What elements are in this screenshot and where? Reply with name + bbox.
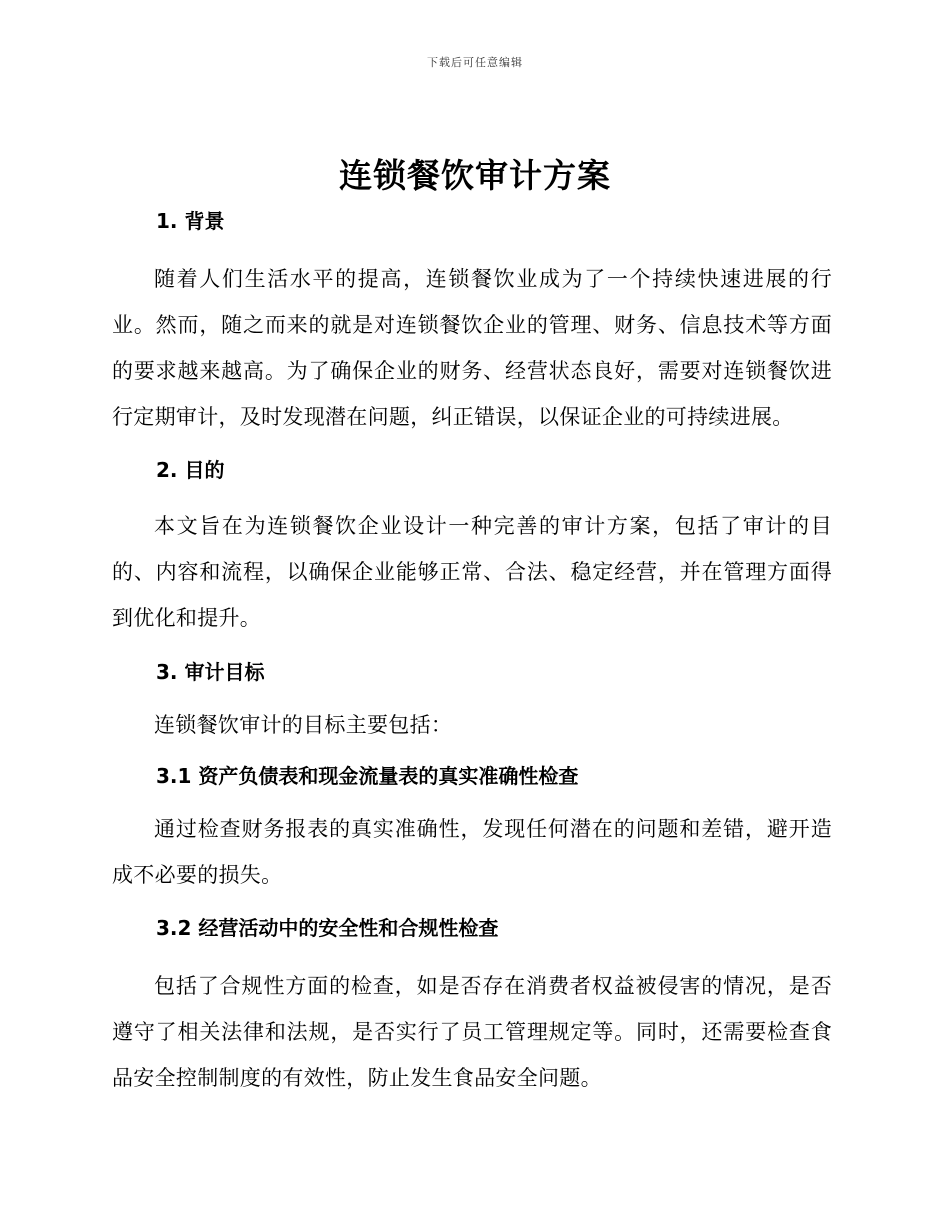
section-paragraph-purpose: 本文旨在为连锁餐饮企业设计一种完善的审计方案，包括了审计的目的、内容和流程，以确保企业能够正常、合法、稳定经营，并在管理方面得到优化和提升。 [112, 514, 832, 630]
section-heading-objectives: 3. 审计目标 [156, 660, 265, 684]
subsection-heading-3-2: 3.2 经营活动中的安全性和合规性检查 [156, 916, 499, 940]
subsection-heading-3-1: 3.1 资产负债表和现金流量表的真实准确性检查 [156, 764, 579, 788]
document-body [112, 203, 832, 1101]
section-heading-purpose: 2. 目的 [156, 458, 225, 482]
document-title: 连锁餐饮审计方案 [339, 156, 611, 195]
page-header-note: 下载后可任意编辑 [427, 56, 523, 69]
section-paragraph-objectives: 连锁餐饮审计的目标主要包括： [154, 713, 453, 737]
subsection-paragraph-3-1: 通过检查财务报表的真实准确性，发现任何潜在的问题和差错，避开造成不必要的损失。 [112, 817, 832, 887]
section-heading-background: 1. 背景 [156, 209, 225, 233]
section-paragraph-background: 随着人们生活水平的提高，连锁餐饮业成为了一个持续快速进展的行业。然而，随之而来的就是对连锁餐饮企业的管理、财务、信息技术等方面的要求越来越高。为了确保企业的财务、经营状态良好，需要对连锁餐饮进行定期审计，及时发现潜在问题，纠正错误，以保证企业的可持续进展。 [112, 267, 832, 429]
subsection-paragraph-3-2: 包括了合规性方面的检查，如是否存在消费者权益被侵害的情况，是否遵守了相关法律和法规，是否实行了员工管理规定等。同时，还需要检查食品安全控制制度的有效性，防止发生食品安全问题。 [112, 974, 832, 1090]
